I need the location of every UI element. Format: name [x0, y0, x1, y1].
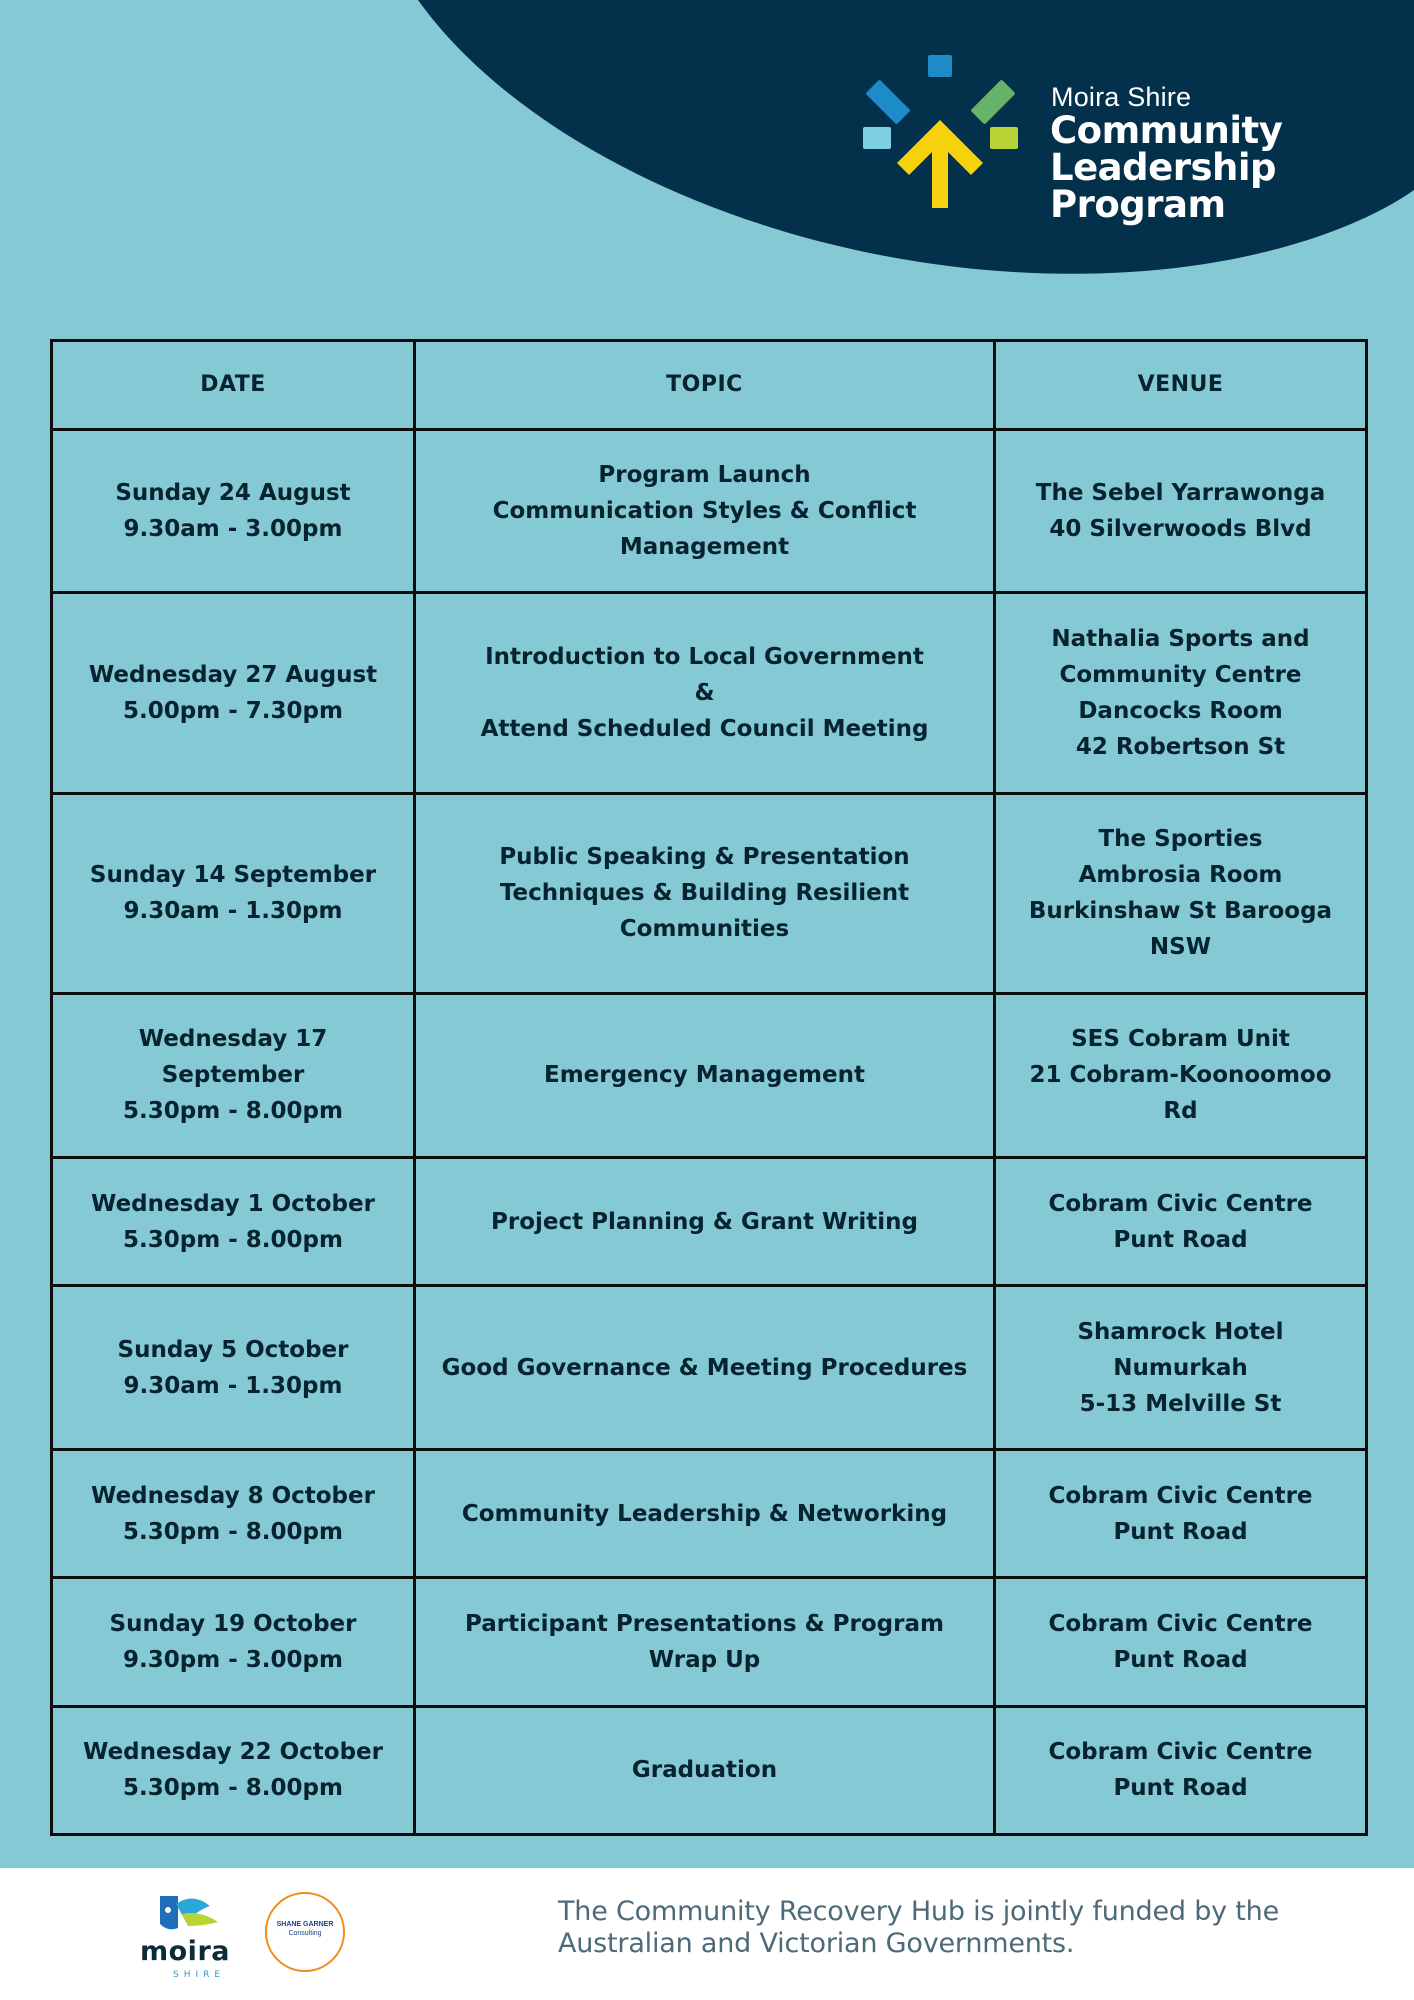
- session-venue: Cobram Civic Centre Punt Road: [995, 1706, 1367, 1834]
- consultant-name: SHANE GARNER: [276, 1921, 334, 1928]
- session-venue: Cobram Civic Centre Punt Road: [995, 1158, 1367, 1286]
- moira-logo-shire: SHIRE: [173, 1970, 226, 1980]
- brand-title-line-3: Program: [1050, 183, 1226, 226]
- program-logo-icon: [855, 50, 1025, 220]
- table-row: [52, 593, 1367, 794]
- session-topic: Project Planning & Grant Writing: [415, 1158, 995, 1286]
- table-row: [52, 794, 1367, 994]
- table-row: [52, 430, 1367, 593]
- schedule-table: [50, 339, 1368, 1836]
- brand-title-line-2: Leadership: [1050, 146, 1276, 189]
- session-topic: Participant Presentations & Program Wrap Up: [415, 1578, 995, 1706]
- session-date: Wednesday 22 October 5.30pm - 8.00pm: [52, 1706, 415, 1834]
- funding-statement: The Community Recovery Hub is jointly funded by the Australian and Victorian Governments.: [558, 1896, 1280, 1959]
- table-row: [52, 1286, 1367, 1449]
- session-date: Wednesday 8 October 5.30pm - 8.00pm: [52, 1449, 415, 1577]
- session-venue: Nathalia Sports and Community Centre Dancocks Room 42 Robertson St: [995, 593, 1367, 794]
- session-venue: Shamrock Hotel Numurkah 5-13 Melville St: [995, 1286, 1367, 1449]
- session-venue: Cobram Civic Centre Punt Road: [995, 1449, 1367, 1577]
- session-date: Sunday 24 August 9.30am - 3.00pm: [52, 430, 415, 593]
- table-row: [52, 1578, 1367, 1706]
- table-row: [52, 1449, 1367, 1577]
- session-venue: The Sebel Yarrawonga 40 Silverwoods Blvd: [995, 430, 1367, 593]
- table-row: [52, 993, 1367, 1157]
- session-topic: Program Launch Communication Styles & Conflict Management: [415, 430, 995, 593]
- session-topic: Introduction to Local Government & Attend Scheduled Council Meeting: [415, 593, 995, 794]
- session-date: Sunday 5 October 9.30am - 1.30pm: [52, 1286, 415, 1449]
- table-row: [52, 1706, 1367, 1834]
- session-topic: Public Speaking & Presentation Techniques & Building Resilient Communities: [415, 794, 995, 994]
- brand-org-name: Moira Shire: [1051, 82, 1192, 112]
- consultant-sub: Consulting: [288, 1930, 322, 1937]
- session-date: Wednesday 1 October 5.30pm - 8.00pm: [52, 1158, 415, 1286]
- header-date: DATE: [52, 341, 415, 430]
- session-date: Wednesday 17 September 5.30pm - 8.00pm: [52, 993, 415, 1157]
- table-row: [52, 1158, 1367, 1286]
- consultant-badge: [265, 1892, 345, 1972]
- session-venue: SES Cobram Unit 21 Cobram-Koonoomoo Rd: [995, 993, 1367, 1157]
- session-topic: Emergency Management: [415, 993, 995, 1157]
- moira-logo-word: moira: [140, 1936, 230, 1967]
- session-date: Sunday 14 September 9.30am - 1.30pm: [52, 794, 415, 994]
- session-date: Sunday 19 October 9.30pm - 3.00pm: [52, 1578, 415, 1706]
- session-date: Wednesday 27 August 5.00pm - 7.30pm: [52, 593, 415, 794]
- brand-title-line-1: Community: [1050, 109, 1283, 152]
- header-venue: VENUE: [995, 341, 1367, 430]
- session-venue: Cobram Civic Centre Punt Road: [995, 1578, 1367, 1706]
- session-topic: Good Governance & Meeting Procedures: [415, 1286, 995, 1449]
- session-topic: Community Leadership & Networking: [415, 1449, 995, 1577]
- table-header-row: [52, 341, 1367, 430]
- footer: [0, 1868, 1414, 2000]
- session-topic: Graduation: [415, 1706, 995, 1834]
- session-venue: The Sporties Ambrosia Room Burkinshaw St Barooga NSW: [995, 794, 1367, 994]
- header-topic: TOPIC: [415, 341, 995, 430]
